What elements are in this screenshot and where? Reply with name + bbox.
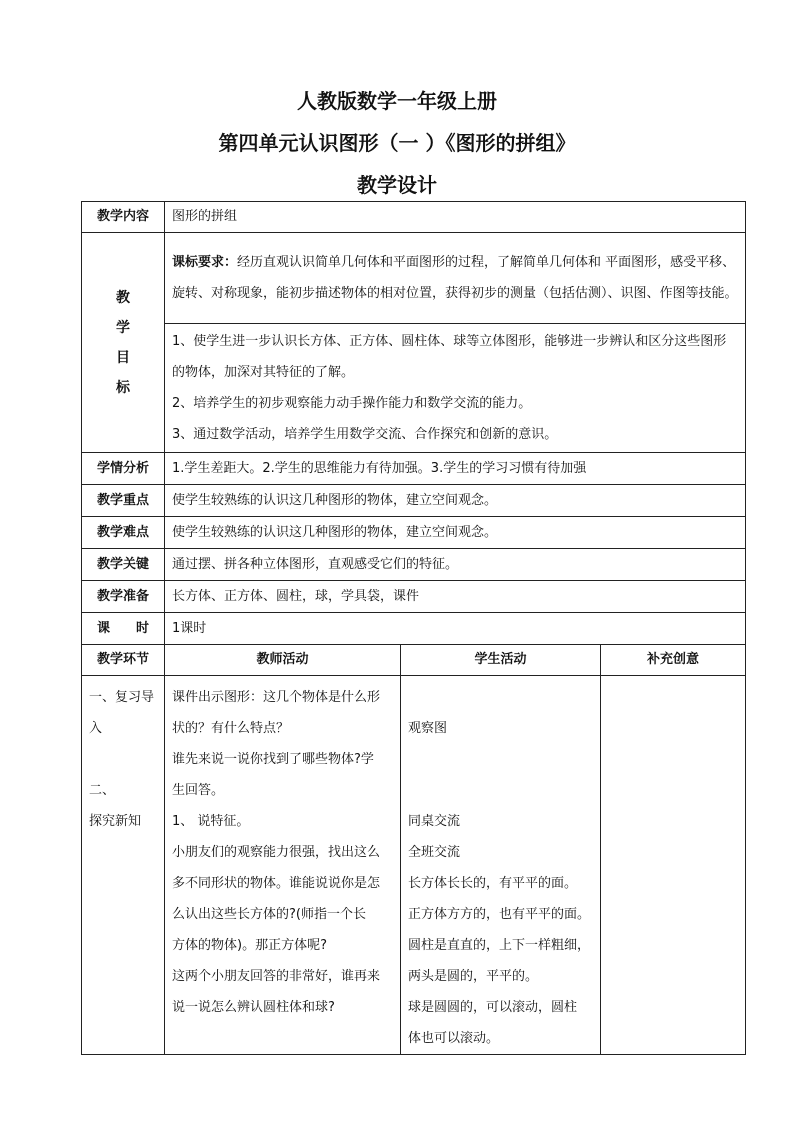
content-value: 图形的拼组 [165,202,746,233]
student-line: 体也可以滚动。 [408,1031,500,1046]
student-line: 观察图 [408,721,448,736]
header-extra: 补充创意 [601,645,746,676]
stage-line: 二、 [89,783,116,798]
stage-line [89,744,157,775]
key-point-label: 教学重点 [82,485,165,517]
table-row [82,517,746,549]
curriculum-standard [165,233,746,324]
header-teacher: 教师活动 [165,645,401,676]
teacher-line: 方体的物体)。那正方体呢? [172,938,327,953]
teacher-line: 状的？有什么特点？ [172,721,290,736]
table-row [82,613,746,645]
header-student: 学生活动 [401,645,601,676]
goal-item: 2、培养学生的初步观察能力动手操作能力和数学交流的能力。 [172,396,532,411]
goal-label-char: 教 [116,289,130,306]
table-row [82,453,746,485]
student-line [408,744,593,775]
extra-ideas-cell [601,676,746,1055]
key-value: 通过摆、拼各种立体图形，直观感受它们的特征。 [165,549,746,581]
standard-label: 课标要求： [172,255,238,270]
student-line: 同桌交流 [408,814,461,829]
document-header [0,80,794,200]
table-row [82,676,746,1055]
teacher-line: 生回答。 [172,783,225,798]
teacher-line: 小朋友们的观察能力很强，找出这么 [172,845,381,860]
preparation-label: 教学准备 [82,581,165,613]
table-row [82,549,746,581]
teacher-line: 么认出这些长方体的?(师指一个长 [172,907,366,922]
analysis-label: 学情分析 [82,453,165,485]
teacher-line: 1、 说特征。 [172,814,250,829]
teacher-line: 谁先来说一说你找到了哪些物体?学 [172,752,374,767]
student-line: 圆柱是直直的，上下一样粗细， [408,938,591,953]
teacher-line: 这两个小朋友回答的非常好，谁再来 [172,969,381,984]
difficulty-value: 使学生较熟练的认识这几种图形的物体，建立空间观念。 [165,517,746,549]
table-row [82,645,746,676]
student-activity-cell [401,676,601,1055]
table-row [82,233,746,324]
analysis-value: 1.学生差距大。2.学生的思维能力有待加强。3.学生的学习习惯有待加强 [165,453,746,485]
student-line: 全班交流 [408,845,461,860]
teacher-line: 课件出示图形：这几个物体是什么形 [172,690,381,705]
teacher-activity-cell [165,676,401,1055]
unit-title: 第四单元认识图形（一 ）《图形的拼组》 [218,131,576,155]
lesson-plan-table [81,201,746,1055]
stage-line: 一、复习导 [89,690,155,705]
table-row [82,581,746,613]
period-label: 课 时 [82,613,165,645]
stage-cell [82,676,165,1055]
student-line [408,775,593,806]
key-point-value: 使学生较熟练的认识这几种图形的物体，建立空间观念。 [165,485,746,517]
student-line: 正方体方方的，也有平平的面。 [408,907,591,922]
teacher-line: 多不同形状的物体。谁能说说你是怎 [172,876,381,891]
table-row [82,324,746,453]
goal-item: 1、使学生进一步认识长方体、正方体、圆柱体、球等立体图形，能够进一步辨认和区分这些图形的物体，加深对其特征的了解。 [172,334,727,380]
goal-label-char: 学 [116,319,130,336]
design-title: 教学设计 [357,173,437,197]
table-row [82,485,746,517]
period-value: 1课时 [165,613,746,645]
stage-line: 入 [89,721,103,736]
goal-label-char: 目 [116,349,130,366]
document-title: 人教版数学一年级上册 [297,89,497,113]
goal-item: 3、通过数学活动，培养学生用数学交流、合作探究和创新的意识。 [172,427,558,442]
student-line: 球是圆圆的，可以滚动，圆柱 [408,1000,578,1015]
difficulty-label: 教学难点 [82,517,165,549]
key-label: 教学关键 [82,549,165,581]
table-row [82,202,746,233]
student-line [408,682,593,713]
student-line: 长方体长长的，有平平的面。 [408,876,578,891]
goal-label [82,233,165,453]
header-stage: 教学环节 [82,645,165,676]
goals-list [165,324,746,453]
goal-label-char: 标 [116,379,130,396]
standard-text: 经历直观认识简单几何体和平面图形的过程，了解简单几何体和 平面图形，感受平移、旋转、对称现象，能初步描述物体的相对位置，获得初步的测量（包括估测）、识图、作图等技能。 [172,255,738,301]
teacher-line: 说一说怎么辨认圆柱体和球? [172,1000,335,1015]
student-line: 两头是圆的，平平的。 [408,969,539,984]
preparation-value: 长方体、正方体、圆柱，球，学具袋，课件 [165,581,746,613]
content-label: 教学内容 [82,202,165,233]
stage-line: 探究新知 [89,814,142,829]
